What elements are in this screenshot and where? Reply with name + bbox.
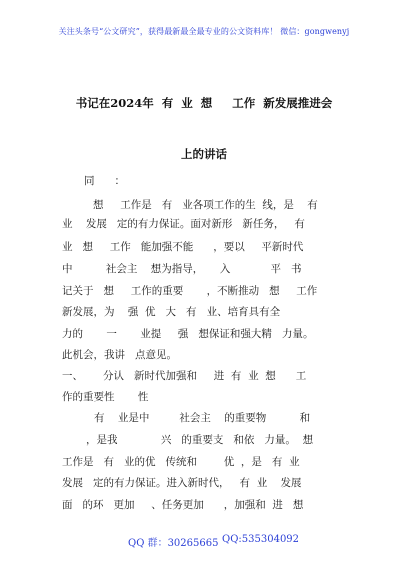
body-line: 发展 定的有力保证。进入新时代， 有 业 发展 [62, 477, 302, 489]
qq-group-text: QQ 群：30265665 [128, 538, 219, 549]
document-title: 书记在2024年 有 业 想 工作 新发展推进会 [75, 96, 333, 110]
section-heading: 一、 分认 新时代加强和 进 有 业 想 工 [62, 370, 307, 382]
body-line: 有 业是中 社会主 的重要物 和 [94, 412, 311, 424]
body-line: 力的 一 业提 强 想保证和强大精 力量。 [62, 328, 314, 340]
body-line: 中 社会主 想为指导， 入 平 书 [62, 263, 302, 275]
body-line: 此机会，我讲 点意见。 [62, 349, 178, 361]
body-line: 工作是 有 业的优 传统和 优 ，是 有 业 [62, 456, 300, 468]
qq-number-text: QQ:535304092 [222, 534, 300, 545]
salutation: 同 ： [84, 175, 126, 187]
body-line: 面 的环 更加 、任务更加 ，加强和 进 想 [62, 499, 304, 511]
body-line: 新发展，为 强 优 大 有 业、培育具有全 [62, 306, 281, 318]
body-line: 记关于 想 工作的重要 ，不断推动 想 工作 [62, 285, 318, 297]
body-line: 想 工作是 有 业各项工作的生 线，是 有 [93, 199, 318, 211]
body-line: ，是我 兴 的重要支 和依 力量。 想 [86, 434, 314, 446]
body-line: 业 发展 定的有力保证。面对新形 新任务， 有 [62, 218, 305, 230]
section-heading-cont: 作的重要性 性 [62, 391, 149, 403]
document-title-line2: 上的讲话 [181, 147, 227, 161]
promo-banner: 关注头条号“公文研究”，获得最新最全最专业的公文资料库！ 微信：gongwenyj [58, 27, 350, 36]
body-line: 业 想 工作 能加强不能 ，要以 平新时代 [62, 241, 304, 253]
